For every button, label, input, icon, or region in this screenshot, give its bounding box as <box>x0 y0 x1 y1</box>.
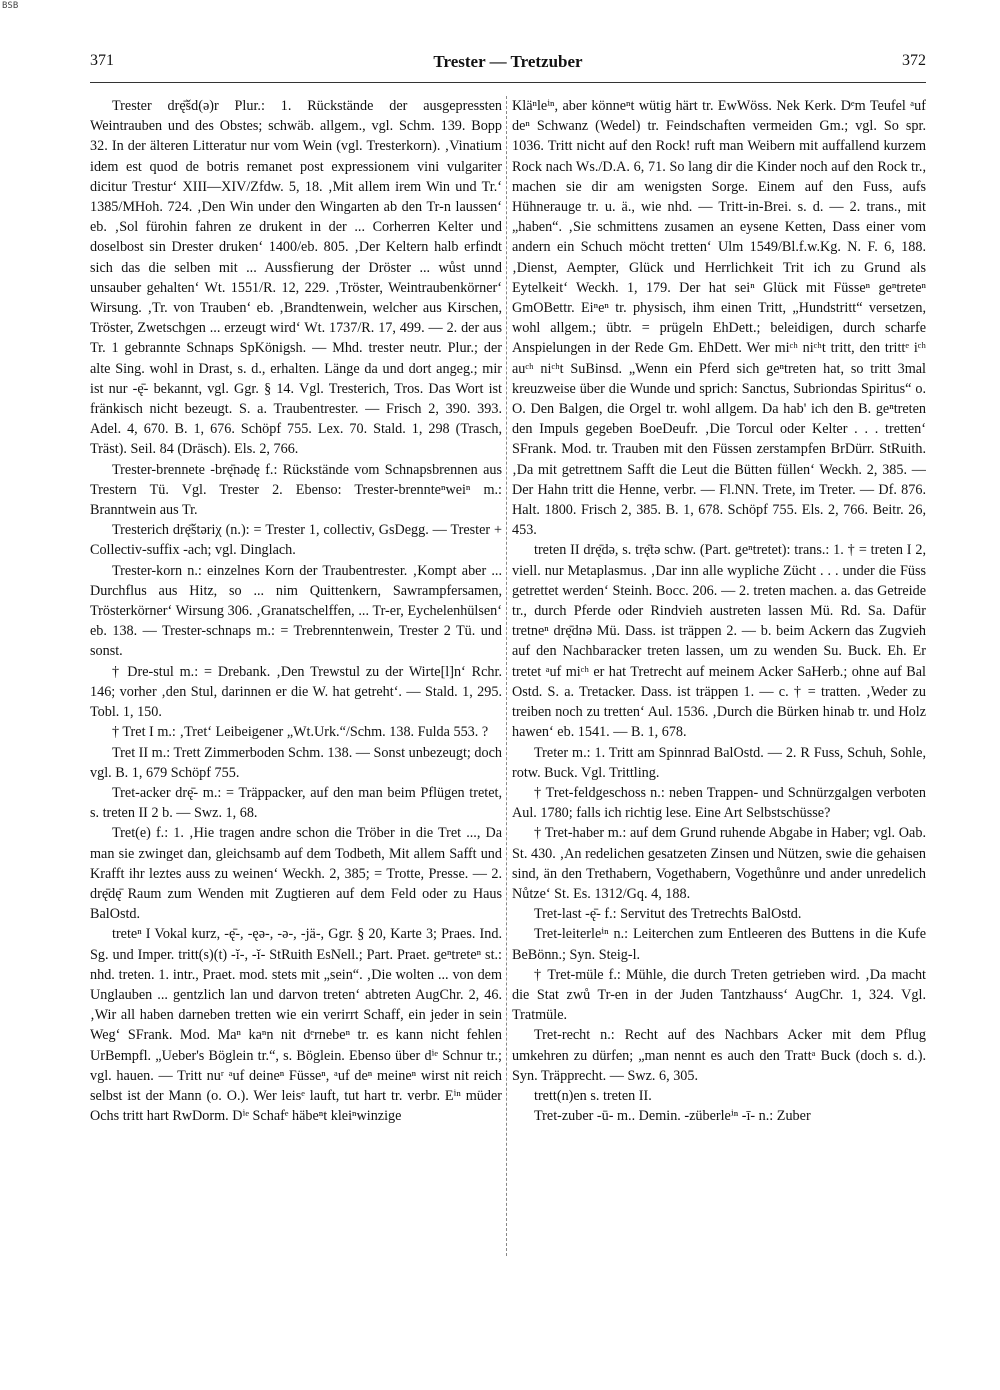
page-number-left: 371 <box>90 52 114 69</box>
entry-tret-muele: † Tret-müle f.: Mühle, die durch Treten getrieben wird. ‚Da macht die Stat zwů Tr-en in der Juden Tantzhauss‘ AugChr. 1, 324. Vgl. Tratmüle. <box>512 966 926 1024</box>
entry-dre-stul: † Dre-stul m.: = Drebank. ‚Den Trewstul zu der Wirte[l]n‘ Rchr. 146; vorher ‚den Stul, darinnen er die W. hat getreht‘. — Stald. 1, 295. Tobl. 1, 150. <box>90 663 502 721</box>
page-number-right: 372 <box>902 52 926 69</box>
entry-tret-e: Tret(e) f.: 1. ‚Hie tragen andre schon die Tröber in die Tret ..., Da man sie zwinget dan, gleichsamb auf dem Todbeth, Mit allem Safft und Krafft ihr leztes auss zu weinen‘ Weckh. 2, 385; = Trotte, Presse. — 2. drę̄dę̄ Raum zum Wenden mit Zugtieren auf dem Feld oder zu Haus BalOstd. <box>90 825 502 923</box>
right-column <box>512 96 926 1336</box>
entry-trettnen: trett(n)en s. treten II. <box>534 1087 652 1104</box>
entry-tret-haber: † Tret-haber m.: auf dem Grund ruhende Abgabe in Haber; vgl. Oab. St. 430. ‚An redelichen gesatzeten Zinsen und Nützen, swie die gehaisen sind, än den Trethabern, Vogethabern, Vogethůnre und ander unredelich Nůtze‘ St. Es. 1312/Gq. 4, 188. <box>512 825 926 902</box>
entry-trester: Trester drę̄šd(ə)r Plur.: 1. Rückstände der ausgepressten Weintrauben und des Obstes; schwäb. allgem., vgl. Schm. 139. Bopp 32. In der älteren Litteratur nur vom Wein (vgl. Tresterkorn). ‚Vinatium idem est quod de botris remanet post expressionem vini vulgariter dicitur Trestur‘ XIII—XIV/Zfdw. 5, 18. ‚Mit allem irem Win und Tr.‘ 1385/MHoh. 724. ‚Den Win under den Wingarten ab den Tr-n laussen‘ eb. ‚Sol fürohin fahren ze drukent in der ... Corherren Kelter und doselbost sin Drester druken‘ 1400/eb. 805. ‚Der Keltern halb erfindt sich das die selben mit ... Aussfierung der Dröster ... wůst unnd unsauber gehalten‘ Wt. 1551/R. 12, 229. ‚Tröster, Weintraubenkörner‘ Wirsung. ‚Tr. von Trauben‘ eb. ‚Brandtenwein, welcher aus Kirschen, Tröster, Zwetschgen ... erzeugt wird‘ Wt. 1737/R. 17, 499. — 2. der aus Tr. 1 gebrannte Schnaps SpKönigsh. — Mhd. trester neutr. Plur.; der alte Sing. wohl in Drast, s. d., erhalten. Länge da und dort angeg.; mir ist nur -ę̄- bekannt, vgl. Ggr. § 14. Vgl. Tresterich, Tros. Das Wort ist fränkisch nicht bezeugt. S. a. Traubentrester. — Frisch 2, 390. 393. Adel. 4, 670. B. 1, 676. Schöpf 755. Lex. 70. Stald. 1, 298 (Trasch, Träst). Seil. 84 (Dräsch). Els. 2, 766. <box>90 98 502 458</box>
entry-tresterich: Tresterich drę̄štəriχ (n.): = Trester 1, collectiv, GsDegg. — Trester + Collectiv-suffix -ach; vgl. Dinglach. <box>90 522 502 559</box>
column-divider <box>506 96 507 1256</box>
page-header <box>90 52 926 76</box>
header-rule <box>90 82 926 83</box>
entry-treten-ii: treten II drę̄də, s. trę̄tə schw. (Part. geⁿtretet): trans.: 1. † = treten I 2, viell. nur Metaplasmus. ‚Dar inn alle wypliche Zücht . . . under die Füss getrettet werden‘ Steinh. Bocc. 206. — 2. treten machen. a. das Getreide tr., durch Pferde oder Rindvieh austreten lassen Mü. Rd. Sa. Dafür tretneⁿ drę̄dnə Mü. Dass. ist träppen 2. — b. beim Ackern das Zugvieh auf den Nachbaracker treten lassen, um zu wenden Su. Buck. Eh. Er tretet ᵃuf miᶜʰ er hat Tretrecht auf meinem Acker SaHerb.; ohne auf Bal Ostd. S. a. Tretacker. Dass. ist träppen 1. — c. † = tratten. ‚Weder zu treiben noch zu tretten‘ Aul. 1536. ‚Durch die Bürken hinab tr. und Holz hawen‘ eb. 1541. — B. 1, 678. <box>512 542 926 741</box>
entry-treten-i-continued: Kläⁿleⁱⁿ, aber könneⁿt wütig härt tr. EwWöss. Nek Kerk. Dᵉm Teufel ᵃuf deⁿ Schwanz (Wedel) tr. Feindschaften vermeiden Gm.; vgl. So spr. 1036. Tritt nicht auf den Rock! ruft man Weibern mit auffallend kurzem Rock nach Ws./D.A. 6, 71. So lang dir die Kinder noch auf den Rock tr., machen sie dir am wenigsten Sorge. Einem auf den Fuss, aufs Hühnerauge tr. u. ä., wie nhd. — Tritt-in-Brei. s. d. — 2. trans., mit „haben“. ‚Sie schmittens zusamen an eysene Ketten, Dass einer vom andern ein Schuch möcht tretten‘ Ulm 1549/Bl.f.w.Kg. N. F. 6, 188. ‚Dienst, Aempter, Glück und Herrlichkeit Trit ich zu Grund als Eytelkeit‘ Weckh. 1, 179. Der hat seiⁿ Glück mit Füsseⁿ geⁿtreteⁿ GmOBettr. Eiⁿeⁿ tr. physisch, ihm einen Tritt, „Hundstritt“ versetzen, wohl allgem.; übtr. = prügeln EhDett.; beleidigen, durch scharfe Anspielungen in der Rede Gm. EhDett. Wer miᶜʰ niᶜʰt tritt, den trittᵉ iᶜʰ auᶜʰ niᶜʰt SuBinsd. „Wenn ein Pferd sich geⁿtreten hat, so tritt 3mal kreuzweise über die Wunde und sprich: Sanctus, Subriondas Spiritus“ o. O. Den Balgen, die Orgel tr. wohl allgem. Da hab' ich den B. geⁿtreten den Impuls gegeben BoeDeufr. ‚Die Torcul oder Kelter . . . tretten‘ SFrank. Mod. tr. Trauben mit den Füssen zerstampfen BrDürr. StRuith. ‚Da mit getrettnem Safft die Leut die Bütten füllen‘ Weckh. 2, 385. — Der Hahn tritt die Henne, verbr. — Fl.NN. Trete, im Treter. — Df. 876. Halt. 1800. Frisch 2, 385. B. 1, 678. Schöpf 755. Els. 2, 766. Beitr. 26, 453. <box>512 98 926 539</box>
entry-tret-feldgeschoss: † Tret-feldgeschoss n.: neben Trappen- und Schnürzgalgen verboten Aul. 1780; falls ich richtig lese. Eine Art Selbstschüsse? <box>512 784 926 822</box>
entry-trester-korn: Trester-korn n.: einzelnes Korn der Traubentrester. ‚Kompt aber ... Durchflus aus Hitz, so ... nim Quittenkern, Sawrampfersamen, Trösterkörner‘ Wirsung 306. ‚Granatschelffen, ... Tr-er, Eychelenhülsen‘ eb. 138. — Trester-schnaps m.: = Trebrenntenwein, Trester 2 Tü. und sonst. <box>90 562 502 660</box>
entry-tret-recht: Tret-recht n.: Recht auf des Nachbars Acker mit dem Pflug umkehren zu dürfen; „man nennt es auch den Trattᵃ Buck (doch s. d.). Syn. Träpprecht. — Swz. 6, 305. <box>512 1027 926 1084</box>
left-column <box>90 96 502 1336</box>
library-stamp: BSB <box>2 1 19 11</box>
entry-treter: Treter m.: 1. Tritt am Spinnrad BalOstd. — 2. R Fuss, Schuh, Sohle, rotw. Buck. Vgl. Trittling. <box>512 744 926 781</box>
entry-trester-brennete: Trester-brennete -brę̄nədę f.: Rückstände vom Schnapsbrennen aus Trestern Tü. Vgl. Trester 2. Ebenso: Trester-brennteⁿweiⁿ m.: Branntwein aus Tr. <box>90 461 502 519</box>
entry-tret-acker: Tret-acker drę̄- m.: = Träppacker, auf den man beim Pflügen tretet, s. treten II 2 b. — Swz. 1, 68. <box>90 784 502 822</box>
entry-tret-leiterlein: Tret-leiterleⁱⁿ n.: Leiterchen zum Entleeren des Buttens in die Kufe BeBönn.; Syn. Steig-l. <box>512 926 926 963</box>
entry-treten-i: treteⁿ I Vokal kurz, -ę̄-, -ęə-, -ə-, -jä-, Ggr. § 20, Karte 3; Praes. Ind. Sg. und Imper. tritt(s)(t) -ĭ-, -ĭ- StRuith EsNell.; Part. Praet. geⁿtreteⁿ st.: nhd. treten. 1. intr., Praet. mod. stets mit „sein“. ‚Die wolten ... von dem Unglauben ... gentzlich lan und darvon treten‘ abtreten AugChr. 2, 46. ‚Wir all haben darneben tretten wie ein verirrt Schaff, ein jeder in sein Weg‘ SFrank. Mod. Maⁿ kaⁿn nit dᵉrnebeⁿ tr. es kann nicht fehlen UrBempfl. „Ueber's Böglein tr.“, s. Böglein. Ebenso über dⁱᵉ Schnur tr.; vgl. hauen. — Tritt nuʳ ᵃuf deineⁿ Füsseⁿ, ᵃuf deⁿ meineⁿ wirst nit reich selbst ist der Mann (o. O.). Wer leisᵉ lauft, tut hart tr. verbr. Eⁱⁿ müder Ochs tritt hart RwDorm. Dⁱᵉ Schafᵉ häbeⁿt kleiⁿwinzige <box>90 926 502 1125</box>
page-title: Trester — Tretzuber <box>433 52 583 71</box>
entry-tret-i: † Tret I m.: ‚Tret‘ Leibeigener „Wt.Urk.“/Schm. 138. Fulda 553. ? <box>112 724 489 741</box>
entry-tret-ii: Tret II m.: Trett Zimmerboden Schm. 138. — Sonst unbezeugt; doch vgl. B. 1, 679 Schöpf 755. <box>90 744 502 781</box>
entry-tret-zuber: Tret-zuber -ū- m.. Demin. -züberleⁱⁿ -ī- n.: Zuber <box>534 1108 811 1125</box>
entry-tret-last: Tret-last -ę̄- f.: Servitut des Tretrechts BalOstd. <box>534 906 802 923</box>
